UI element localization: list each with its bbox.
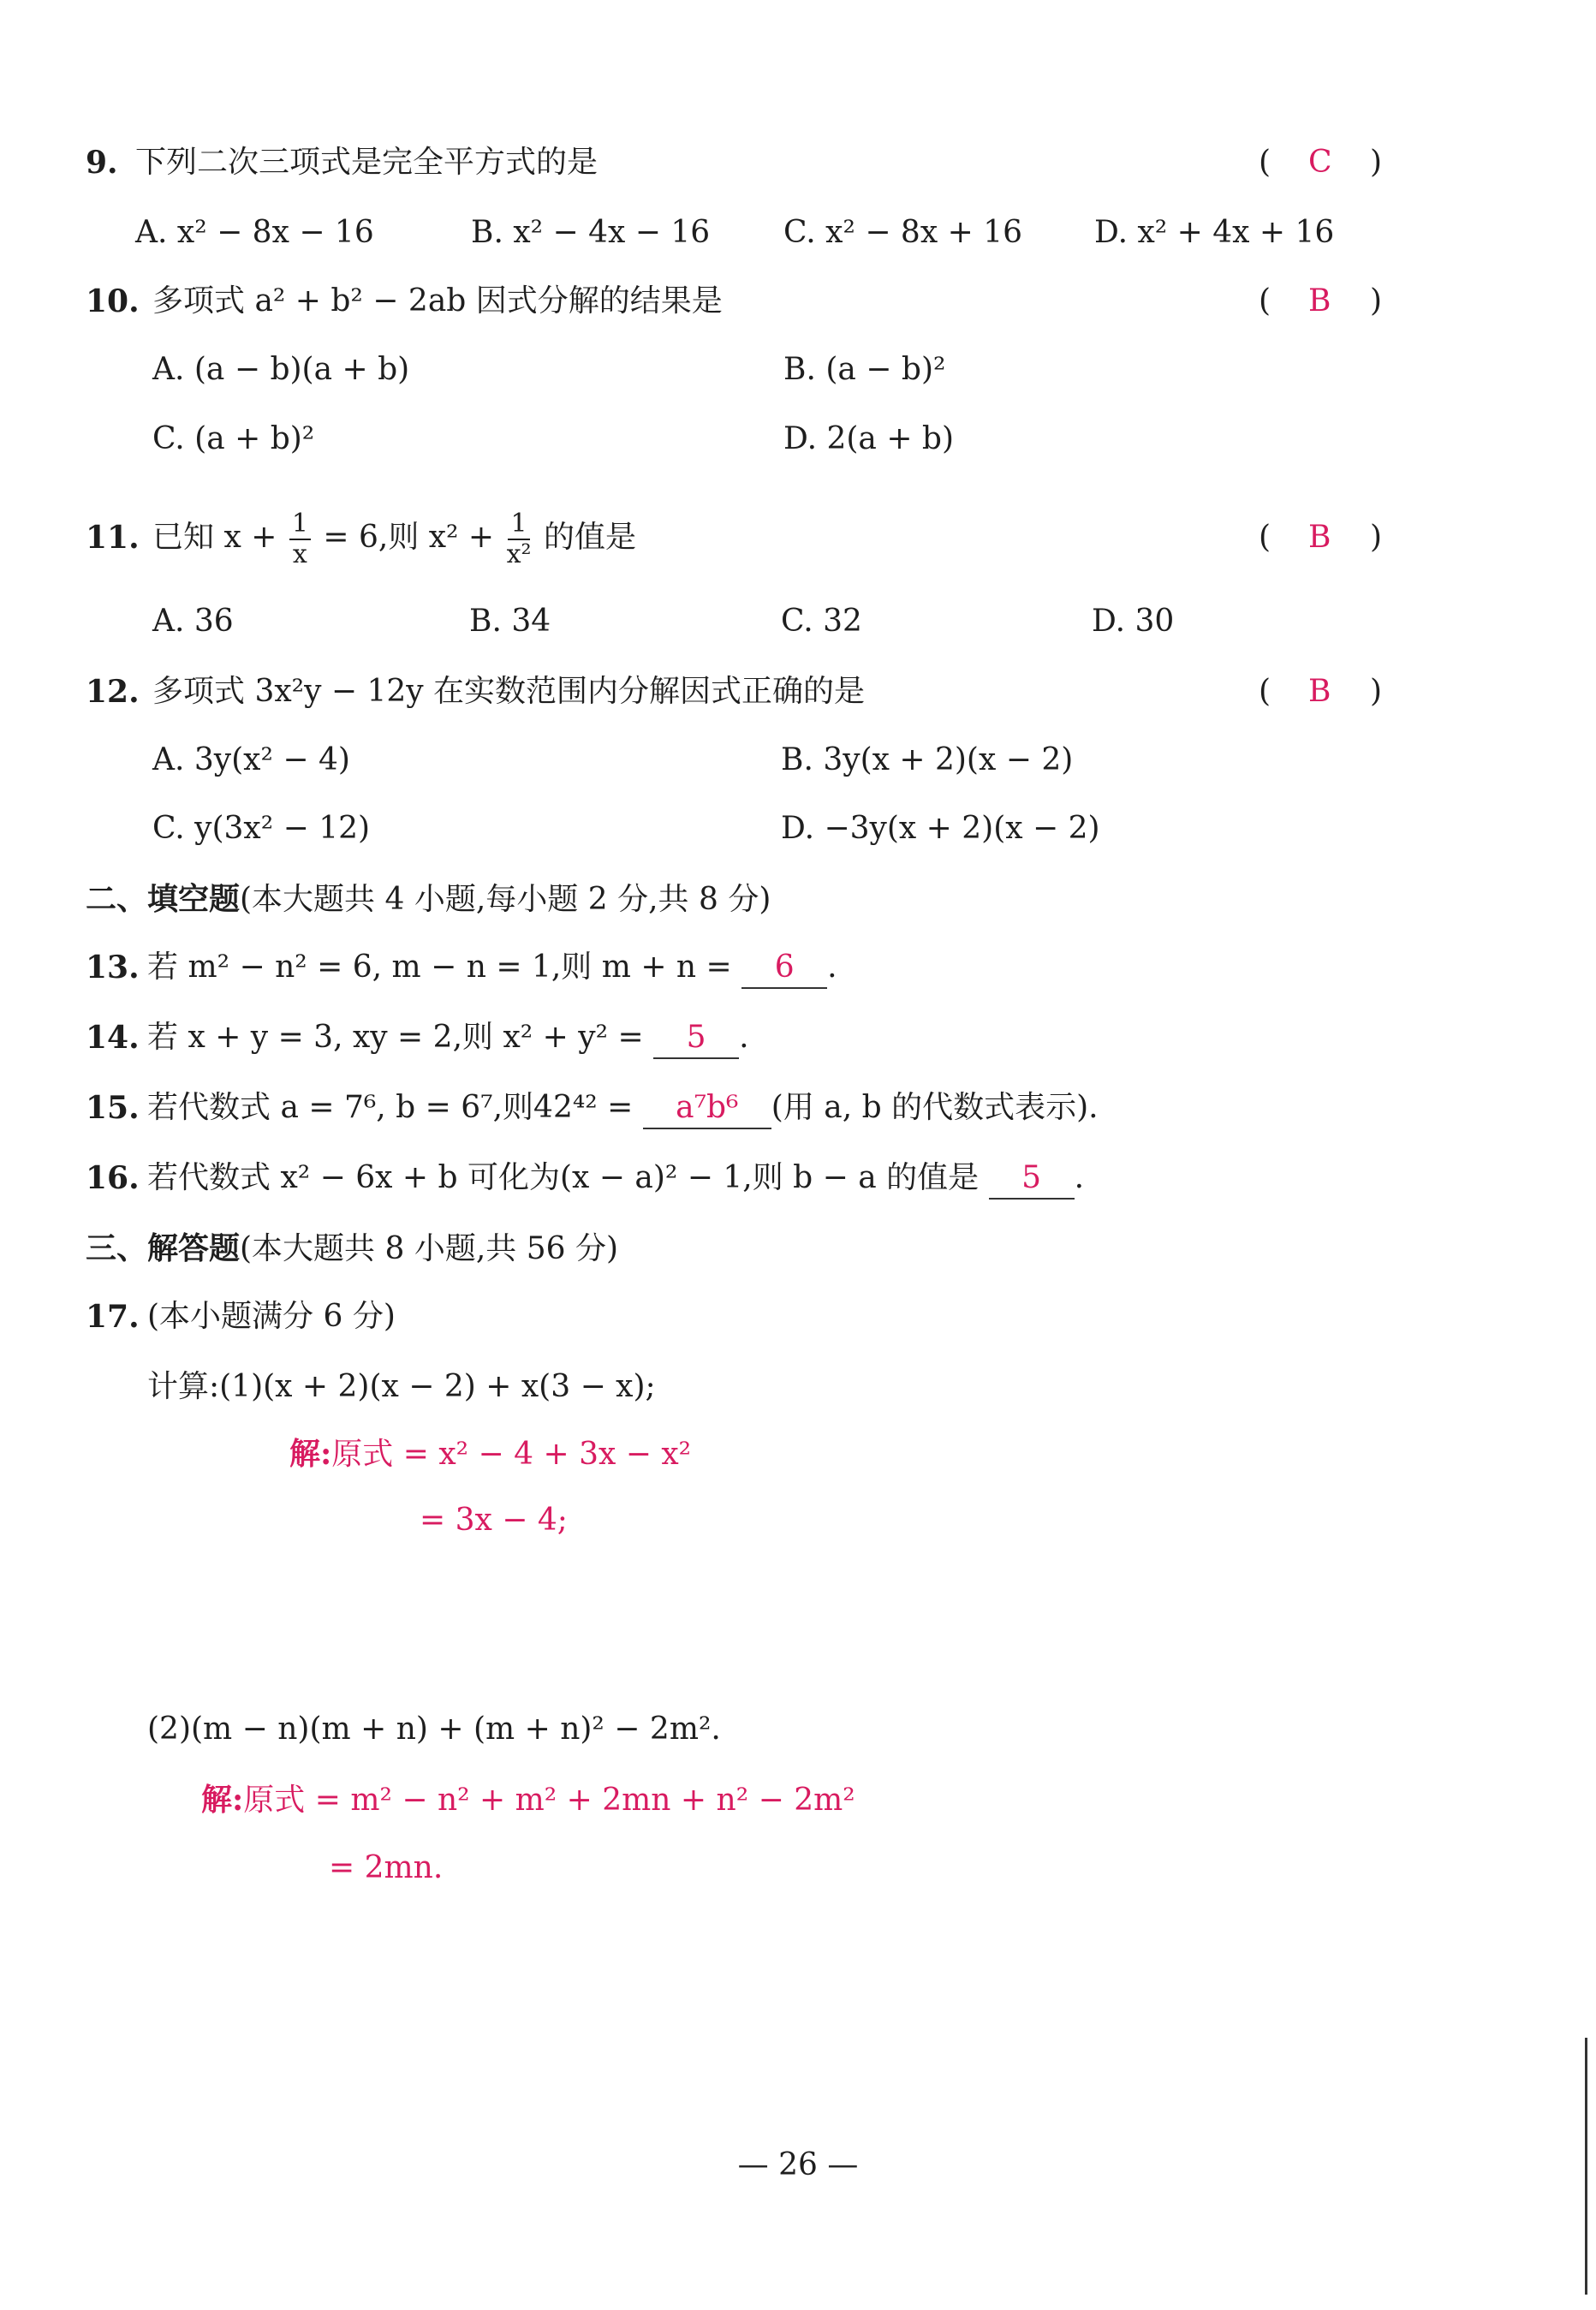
section-note: (本大题共 8 小题,共 56 分) [240,1231,619,1266]
option-c: C. y(3x² − 12) [152,811,371,846]
question-end: . [739,1020,749,1055]
option-a: A. 3y(x² − 4) [152,742,350,777]
fraction-numerator: 1 [508,509,529,540]
section-title: 二、填空题 [86,881,241,917]
option-c: C. 32 [781,604,862,639]
question-end: . [1074,1160,1085,1195]
stem-part-c: 的值是 [543,520,636,555]
fraction-numerator: 1 [289,509,311,540]
solution-step: 原式 = x² − 4 + 3x − x² [331,1437,692,1472]
option-d: D. −3y(x + 2)(x − 2) [781,811,1100,846]
question-number: 10. [86,283,140,319]
question-number: 12. [86,674,140,710]
fraction-denominator: x [292,539,307,569]
answer-choice: C [1308,145,1332,180]
question-number: 11. [86,520,140,556]
fraction-one-over-x [289,509,311,569]
fraction-denominator: x² [506,539,532,569]
question-header: (本小题满分 6 分) [147,1299,396,1334]
option-b: B. x² − 4x − 16 [471,215,711,250]
answer-choice: B [1308,283,1331,319]
question-number: 16. [86,1160,140,1196]
option-c: C. x² − 8x + 16 [783,215,1022,250]
question-number: 13. [86,950,140,985]
option-a: A. 36 [152,604,234,639]
option-d: D. x² + 4x + 16 [1094,215,1335,250]
answer-blank: 5 [653,1018,739,1059]
question-stem: 若代数式 a = 7⁶, b = 6⁷,则42⁴² = [147,1090,634,1125]
solution-step: 原式 = m² − n² + m² + 2mn + n² − 2m² [243,1783,855,1818]
option-b: B. 3y(x + 2)(x − 2) [781,742,1074,777]
part-2-prompt: (2)(m − n)(m + n) + (m + n)² − 2m². [147,1712,721,1747]
question-stem: 多项式 a² + b² − 2ab 因式分解的结果是 [152,283,723,319]
question-end: . [827,950,837,985]
answer-blank: 6 [741,948,827,989]
option-b: B. 34 [469,604,551,639]
page-number: — 26 — [737,2147,859,2182]
option-d: D. 30 [1092,604,1175,639]
question-number: 17. [86,1299,140,1335]
stem-part-a: 已知 x + [152,520,277,555]
question-stem: 若 x + y = 3, xy = 2,则 x² + y² = [147,1020,644,1055]
option-b: B. (a − b)² [783,352,946,387]
question-stem: 多项式 3x²y − 12y 在实数范围内分解因式正确的是 [152,674,866,709]
scan-edge-line [1585,2038,1587,2295]
solution-label: 解: [289,1436,332,1472]
question-stem: 若 m² − n² = 6, m − n = 1,则 m + n = [147,950,732,985]
part-1-prompt: 计算:(1)(x + 2)(x − 2) + x(3 − x); [147,1369,656,1404]
option-d: D. 2(a + b) [783,421,955,456]
answer-choice: B [1308,520,1331,555]
fraction-one-over-x-squared [507,509,532,569]
question-number: 14. [86,1020,140,1056]
question-number: 15. [86,1090,140,1126]
answer-blank: a⁷b⁶ [643,1088,771,1129]
option-a: A. (a − b)(a + b) [152,352,410,387]
answer-choice: B [1308,674,1331,709]
question-stem: 下列二次三项式是完全平方式的是 [135,145,598,180]
stem-part-b: = 6,则 x² + [323,520,495,555]
solution-label: 解: [201,1782,244,1818]
option-c: C. (a + b)² [152,421,315,456]
section-title: 三、解答题 [86,1230,241,1266]
option-a: A. x² − 8x − 16 [135,215,374,250]
question-end: (用 a, b 的代数式表示). [771,1090,1099,1125]
section-note: (本大题共 4 小题,每小题 2 分,共 8 分) [240,882,771,917]
question-stem: 若代数式 x² − 6x + b 可化为(x − a)² − 1,则 b − a 的值是 [147,1160,980,1195]
question-stem [152,503,636,572]
answer-blank: 5 [989,1158,1075,1200]
worksheet-page: 9. 下列二次三项式是完全平方式的是 ( C ) A. x² − 8x − 16 B. x² − 4x − 16 C. x² − 8x + 16 D. x² + 4x + 16 10. 多项式 a² + b² − 2ab 因式分解的结果是 ( B ) A. (a − b)(a + b) B. (a − b)² C. (a + b)² D. 2(a + b) 11. 已知 x + $\frac{1}{x}$ = 6,则 x² + $\frac{1}{\text{x²}}$ 的值是 ( B ) A. 36 B. 34 C. 32 D. 30 12. 多项式 3x²y − 12y 在实数范围内分解因式正确的是 ( B ) A. 3y(x² − 4) B. 3y(x + 2)(x − 2) C. y(3x² − 12) D. −3y(x + 2)(x − 2) 二、填空题(本大题共 4 小题,每小题 2 分,共 8 分) 13. 若 m² − n² = 6, m − n = 1,则 m + n = 6 . 14. 若 x + y = 3, xy = 2,则 x² + y² = 5 . 15. 若代数式 a = 7⁶, b = 6⁷,则42⁴² = a⁷b⁶ (用 a, b 的代数式表示). 16. 若代数式 x² − 6x + b 可化为(x − a)² − 1,则 b − a 的值是 5 . 三、解答题(本大题共 8 小题,共 56 分) 17. (本小题满分 6 分) 计算:(1)(x + 2)(x − 2) + x(3 − x); 解:原式 = x² − 4 + 3x − x² = 3x − 4; (2)(m − n)(m + n) + (m + n)² − 2m². 解:原式 = m² − n² + m² + 2mn + n² − 2m² = 2mn. — 26 — [0,0,1596,2310]
question-number: 9. [86,145,118,181]
solution-step: = 3x − 4; [420,1503,568,1538]
solution-step: = 2mn. [329,1850,444,1885]
